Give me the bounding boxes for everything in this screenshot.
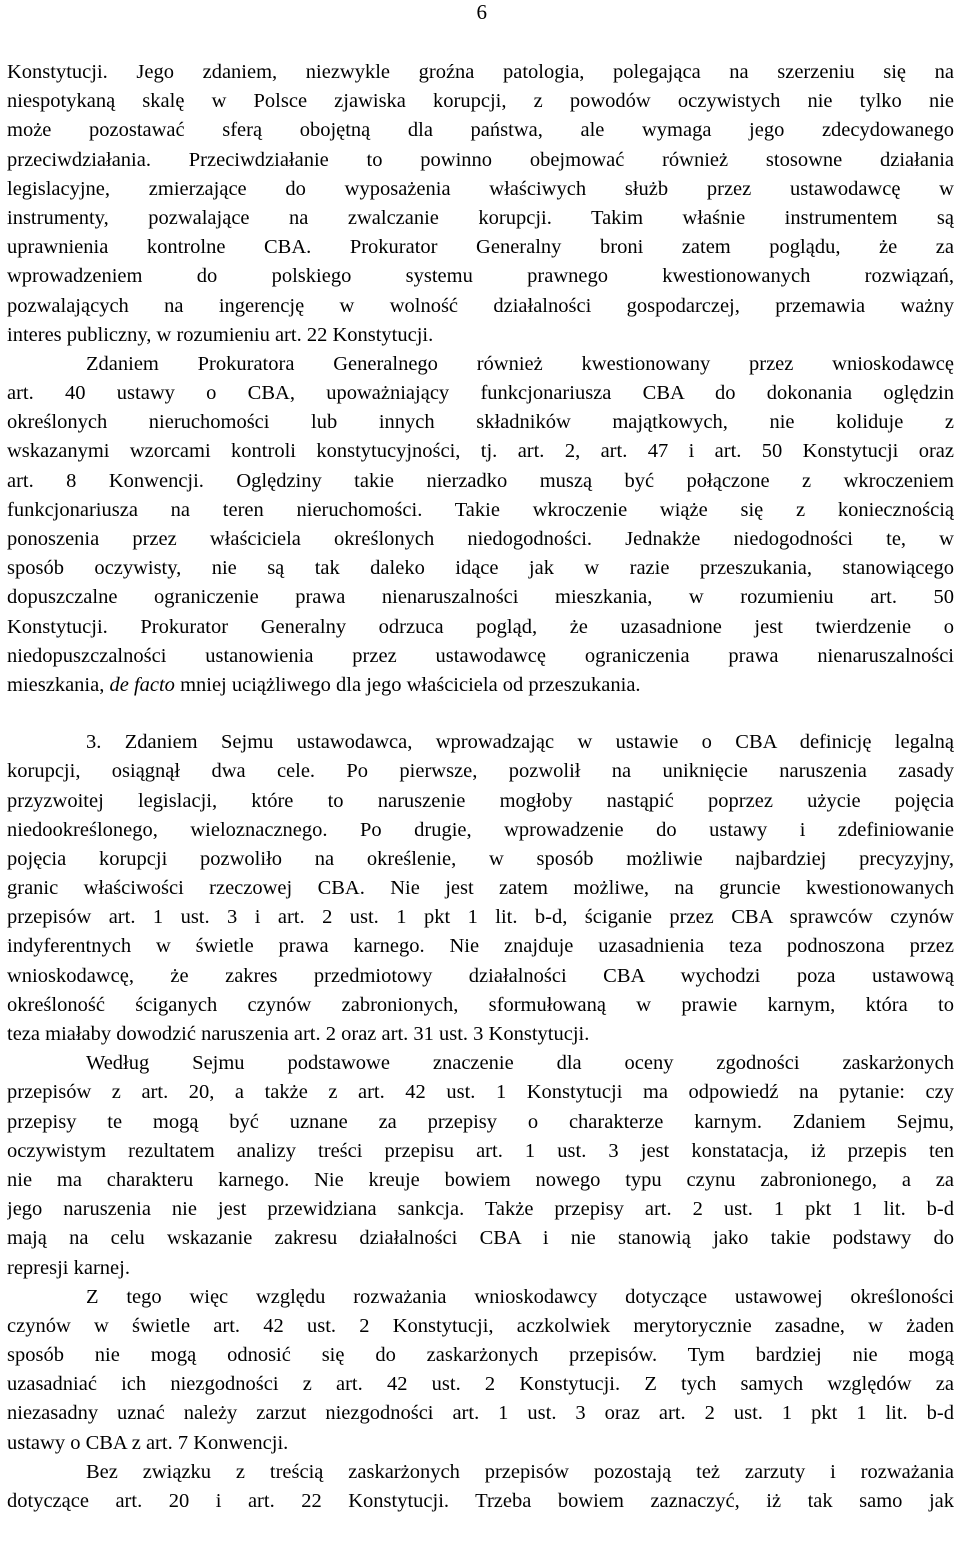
text-line xyxy=(7,671,954,700)
text-line: czynów w świetle art. 42 ust. 2 Konstytucji, aczkolwiek merytorycznie zasadne, w żaden xyxy=(7,1314,954,1337)
text-line: korupcji, osiągnął dwa cele. Po pierwsze, pozwolił na uniknięcie naruszenia zasady xyxy=(7,760,954,783)
text-line: przepisów z art. 20, a także z art. 42 ust. 1 Konstytucji ma odpowiedź na pytanie: czy xyxy=(7,1081,954,1104)
text-line: przyzwoitej legislacji, które to naruszenie mogłoby nastąpić poprzez użycie pojęcia xyxy=(7,789,954,812)
text-line: represji karnej. xyxy=(7,1256,130,1279)
text-fragment: mieszkania, xyxy=(7,673,110,696)
text-line: uprawnienia kontrolne CBA. Prokurator Generalny broni zatem poglądu, że za xyxy=(7,236,954,259)
text-line: dopuszczalne ograniczenie prawa nienaruszalności mieszkania, w rozumieniu art. 50 xyxy=(7,586,954,609)
text-line: legislacyjne, zmierzające do wyposażenia właściwych służb przez ustawodawcę w xyxy=(7,177,954,200)
text-line: oczywistym rezultatem analizy treści przepisu art. 1 ust. 3 jest konstatacja, iż przepis ten xyxy=(7,1139,954,1162)
text-fragment: mniej uciążliwego dla jego właściciela od przeszukania. xyxy=(174,673,641,696)
text-line: Konstytucji. Prokurator Generalny odrzuca pogląd, że uzasadnione jest twierdzenie o xyxy=(7,615,954,638)
italic-term: de facto xyxy=(109,673,175,696)
text-line: niespotykaną skalę w Polsce zjawiska korupcji, z powodów oczywistych nie tylko nie xyxy=(7,90,954,113)
text-line: uzasadniać ich niezgodności z art. 42 ust. 2 Konstytucji. Z tych samych względów za xyxy=(7,1373,954,1396)
text-line: teza miałaby dowodzić naruszenia art. 2 oraz art. 31 ust. 3 Konstytucji. xyxy=(7,1023,590,1045)
text-line: przepisów art. 1 ust. 3 i art. 2 ust. 1 pkt 1 lit. b-d, ściganie przez CBA sprawców czynów xyxy=(7,906,954,929)
text-line: nie ma charakteru karnego. Nie kreuje bowiem nowego typu czynu zabronionego, a za xyxy=(7,1168,954,1191)
text-line: niezasadny uznać należy zarzut niezgodności art. 1 ust. 3 oraz art. 2 ust. 1 pkt 1 lit. b-d xyxy=(7,1402,954,1425)
text-line: funkcjonariusza na teren nieruchomości. Takie wkroczenie wiąże się z koniecznością xyxy=(7,498,954,521)
text-line: niedookreślonego, wieloznacznego. Po drugie, wprowadzenie do ustawy i zdefiniowanie xyxy=(7,818,954,841)
text-line: mają na celu wskazanie zakresu działalności CBA i nie stanowią jako takie podstawy do xyxy=(7,1227,954,1250)
paragraph-spacer xyxy=(7,700,954,728)
text-line: indyferentnych w świetle prawa karnego. Nie znajduje uzasadnienia teza podnoszona przez xyxy=(7,935,954,958)
text-line: określoność ściganych czynów zabronionych, sformułowaną w prawie karnym, która to xyxy=(7,993,954,1016)
text-line: granic właściwości rzeczowej CBA. Nie jest zatem możliwe, na gruncie kwestionowanych xyxy=(7,877,954,900)
text-line: dotyczące art. 20 i art. 22 Konstytucji. Trzeba bowiem zaznaczyć, iż tak samo jak xyxy=(7,1490,954,1512)
text-line: przeciwdziałania. Przeciwdziałanie to powinno obejmować również stosowne działania xyxy=(7,148,954,171)
text-line: wskazanymi wzorcami kontroli konstytucyjności, tj. art. 2, art. 47 i art. 50 Konstytucji oraz xyxy=(7,440,954,463)
text-line: wprowadzeniem do polskiego systemu prawnego kwestionowanych rozwiązań, xyxy=(7,265,954,288)
page-number: 6 xyxy=(476,0,487,24)
text-line: pojęcia korupcji pozwoliło na określenie, w sposób możliwie najbardziej precyzyjny, xyxy=(7,847,954,870)
text-line: pozwalających na ingerencję w wolność działalności gospodarczej, przemawia ważny xyxy=(7,294,954,317)
text-line: Z tego więc względu rozważania wnioskodawcy dotyczące ustawowej określoności xyxy=(86,1285,954,1308)
text-line: określonych nieruchomości lub innych składników majątkowych, nie koliduje z xyxy=(7,411,954,434)
paragraph xyxy=(7,1049,954,1283)
text-line: niedopuszczalności ustanowienia przez ustawodawcę ograniczenia prawa nienaruszalności xyxy=(7,644,954,667)
paragraph xyxy=(7,1283,954,1458)
paragraph xyxy=(7,58,954,350)
text-line: 3. Zdaniem Sejmu ustawodawca, wprowadzając w ustawie o CBA definicję legalną xyxy=(86,731,954,754)
text-line: sposób nie mogą odnosić się do zaskarżonych przepisów. Tym bardziej nie mogą xyxy=(7,1344,954,1367)
text-line: instrumenty, pozwalające na zwalczanie korupcji. Takim właśnie instrumentem są xyxy=(7,206,954,229)
text-line: Konstytucji. Jego zdaniem, niezwykle groźna patologia, polegająca na szerzeniu się na xyxy=(7,61,954,83)
text-line: przepisy te mogą być uznane za przepisy o charakterze karnym. Zdaniem Sejmu, xyxy=(7,1110,954,1133)
text-line: Bez związku z treścią zaskarżonych przepisów pozostają też zarzuty i rozważania xyxy=(86,1460,954,1483)
text-line: jego naruszenia nie jest przewidziana sankcja. Także przepisy art. 2 ust. 1 pkt 1 lit. b-d xyxy=(7,1198,954,1221)
paragraph xyxy=(7,350,954,700)
text-line: Według Sejmu podstawowe znaczenie dla oceny zgodności zaskarżonych xyxy=(86,1052,954,1075)
text-line: art. 40 ustawy o CBA, upoważniający funkcjonariusza CBA do dokonania oględzin xyxy=(7,382,954,405)
text-line: art. 8 Konwencji. Oględziny takie nierzadko muszą być połączone z wkroczeniem xyxy=(7,469,954,492)
paragraph xyxy=(7,1458,954,1516)
text-line: sposób oczywisty, nie są tak daleko idące jak w razie przeszukania, stanowiącego xyxy=(7,557,954,580)
document-body xyxy=(7,58,954,1516)
text-line: może pozostawać sferą obojętną dla państwa, ale wymaga jego zdecydowanego xyxy=(7,119,954,142)
text-line: ponoszenia przez właściciela określonych niedogodności. Jednakże niedogodności te, w xyxy=(7,528,954,550)
text-line: wnioskodawcę, że zakres przedmiotowy działalności CBA wychodzi poza ustawową xyxy=(7,964,954,987)
text-line: ustawy o CBA z art. 7 Konwencji. xyxy=(7,1431,289,1454)
text-line: interes publiczny, w rozumieniu art. 22 Konstytucji. xyxy=(7,323,434,346)
paragraph xyxy=(7,728,954,1049)
text-line: Zdaniem Prokuratora Generalnego również kwestionowany przez wnioskodawcę xyxy=(86,352,954,375)
